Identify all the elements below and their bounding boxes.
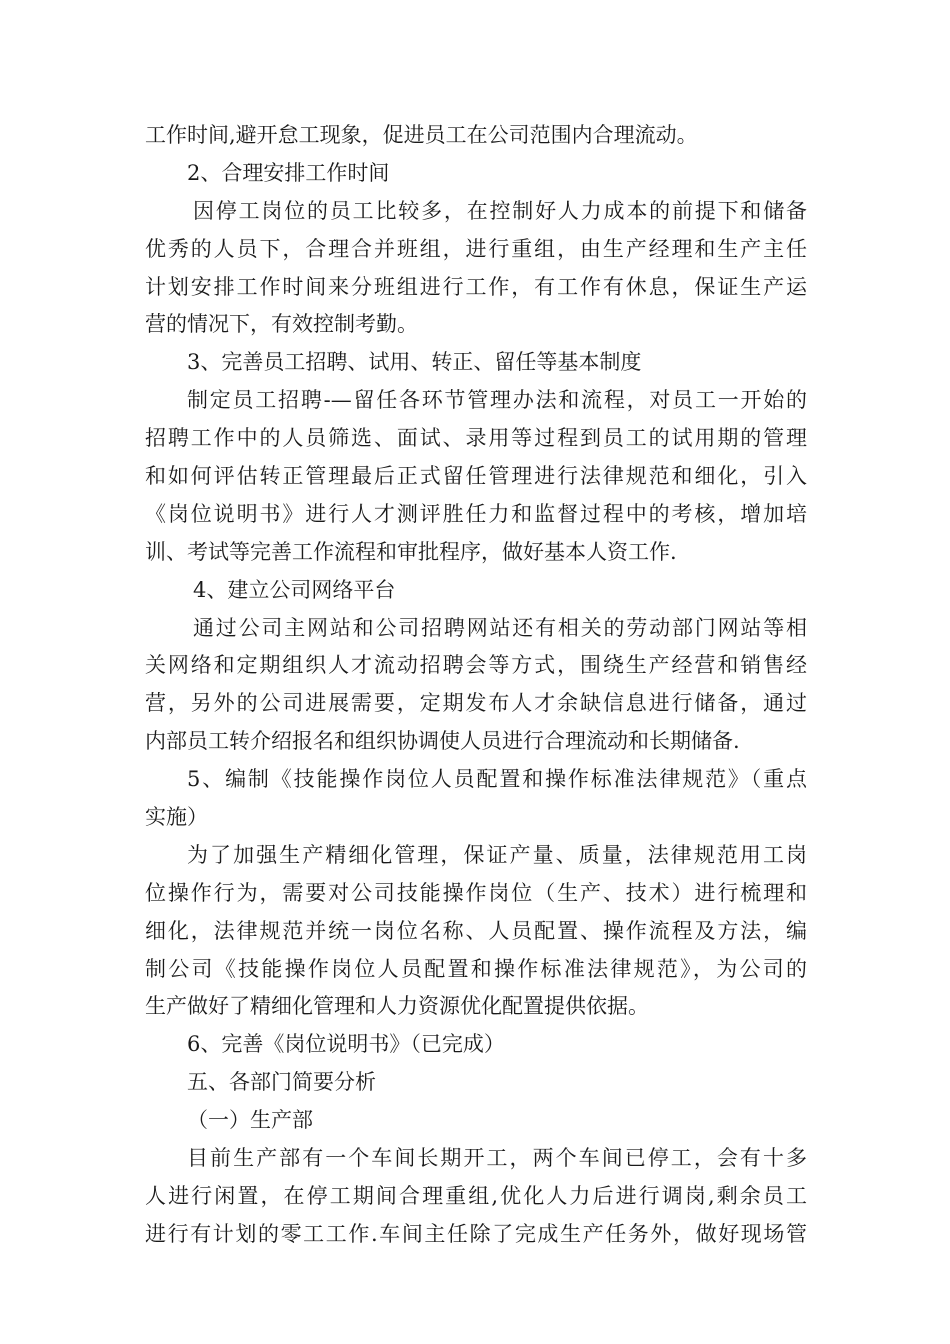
text-line: 通过公司主网站和公司招聘网站还有相关的劳动部门网站等相 (193, 615, 807, 640)
document-body (145, 117, 807, 1254)
text-line: 优秀的人员下，合理合并班组，进行重组，由生产经理和生产主任 (145, 236, 807, 261)
text-line: 关网络和定期组织人才流动招聘会等方式，围绕生产经营和销售经 (145, 653, 807, 678)
text-line: 营，另外的公司进展需要，定期发布人才余缺信息进行储备，通过 (145, 691, 807, 716)
text-line: 和如何评估转正管理最后正式留任管理进行法律规范和细化，引入 (145, 464, 807, 489)
text-line: 营的情况下，有效控制考勤。 (145, 312, 418, 337)
text-line: 内部员工转介绍报名和组织协调使人员进行合理流动和长期储备. (145, 729, 740, 754)
text-line: 制定员工招聘-—留任各环节管理办法和流程，对员工一开始的 (187, 388, 807, 413)
text-line: 招聘工作中的人员筛选、面试、录用等过程到员工的试用期的管理 (145, 426, 807, 451)
text-line: 生产做好了精细化管理和人力资源优化配置提供依据。 (145, 994, 649, 1019)
text-line: 实施） (145, 805, 208, 830)
text-line: 《岗位说明书》进行人才测评胜任力和监督过程中的考核，增加培 (145, 501, 807, 526)
text-line: 训、考试等完善工作流程和审批程序，做好基本人资工作. (145, 539, 677, 564)
text-line: 目前生产部有一个车间长期开工，两个车间已停工，会有十多 (187, 1146, 807, 1171)
text-line: 工作时间,避开怠工现象，促进员工在公司范围内合理流动。 (145, 123, 698, 147)
text-line: 人进行闲置，在停工期间合理重组,优化人力后进行调岗,剩余员工 (145, 1183, 807, 1208)
text-line: 计划安排工作时间来分班组进行工作，有工作有休息，保证生产运 (145, 274, 807, 299)
section-heading: 5、编制《技能操作岗位人员配置和操作标准法律规范》（重点 (187, 767, 807, 792)
text-line: 细化，法律规范并统一岗位名称、人员配置、操作流程及方法，编 (145, 918, 807, 943)
section-heading: 3、完善员工招聘、试用、转正、留任等基本制度 (187, 350, 642, 375)
text-line: 因停工岗位的员工比较多，在控制好人力成本的前提下和储备 (193, 198, 807, 223)
section-heading: 4、建立公司网络平台 (193, 577, 396, 602)
section-heading: 五、各部门简要分析 (187, 1070, 376, 1095)
text-line: 为了加强生产精细化管理，保证产量、质量，法律规范用工岗 (187, 842, 807, 867)
section-heading: 2、合理安排工作时间 (187, 160, 390, 185)
text-line: 位操作行为，需要对公司技能操作岗位（生产、技术）进行梳理和 (145, 880, 807, 905)
text-line: 进行有计划的零工工作.车间主任除了完成生产任务外，做好现场管 (145, 1221, 807, 1246)
text-line: 制公司《技能操作岗位人员配置和操作标准法律规范》，为公司的 (145, 956, 807, 981)
section-heading: （一）生产部 (187, 1108, 313, 1133)
section-heading: 6、完善《岗位说明书》（已完成） (187, 1032, 505, 1057)
